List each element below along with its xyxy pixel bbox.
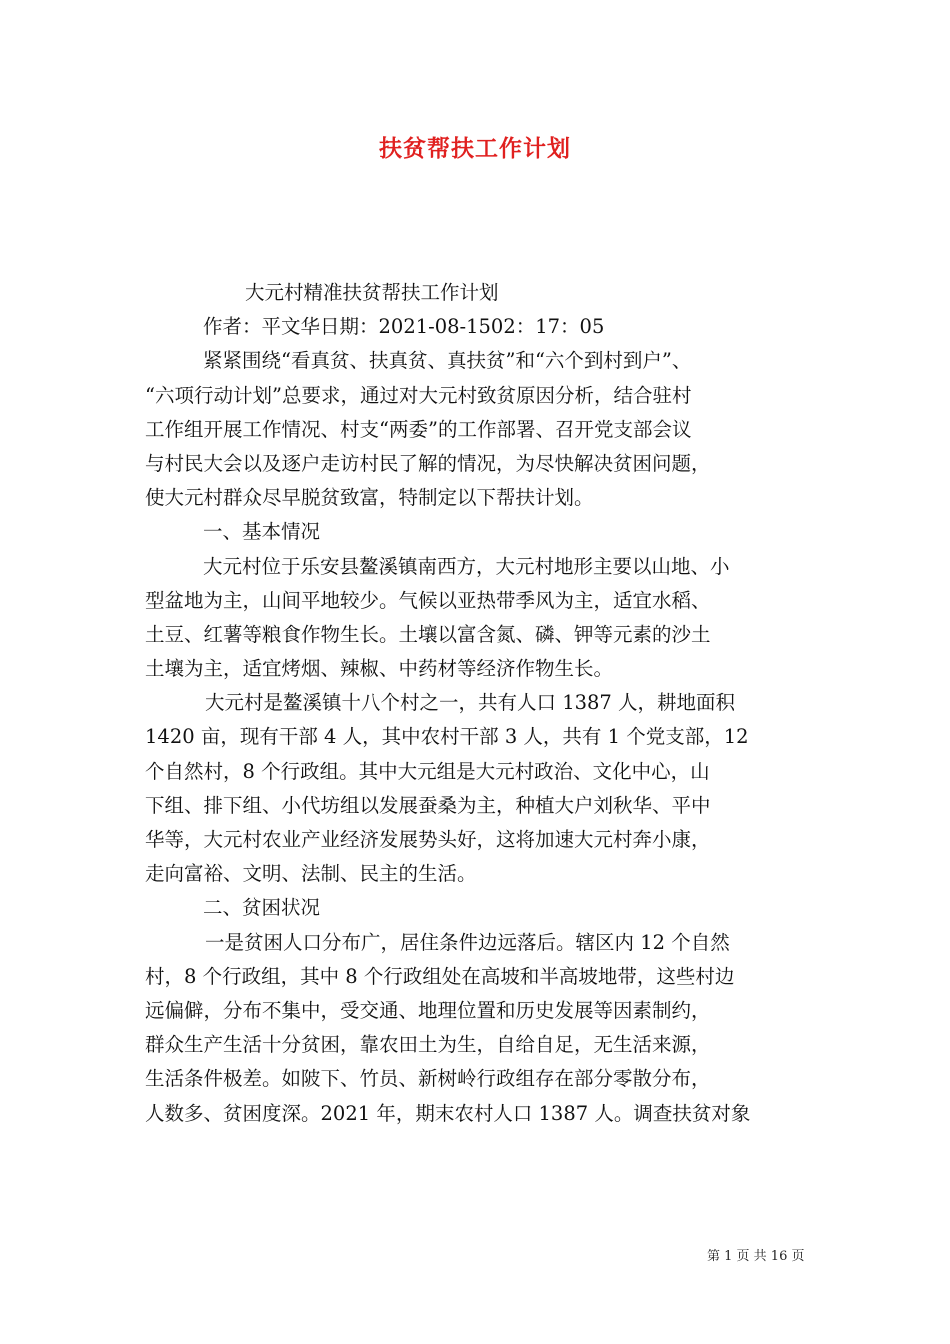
section-heading: 二、贫困状况 xyxy=(203,896,321,920)
paragraph-line: 大元村位于乐安县鳌溪镇南西方，大元村地形主要以山地、小 xyxy=(203,554,730,578)
paragraph-line: 工作组开展工作情况、村支“两委”的工作部署、召开党支部会议 xyxy=(145,417,692,441)
paragraph-line: 远偏僻，分布不集中，受交通、地理位置和历史发展等因素制约， xyxy=(145,998,711,1022)
paragraph-line: “六项行动计划”总要求，通过对大元村致贫原因分析，结合驻村 xyxy=(145,383,692,407)
paragraph-line: 大元村是鳌溪镇十八个村之一，共有人口 1387 人，耕地面积 xyxy=(205,691,736,715)
paragraph-line: 一是贫困人口分布广，居住条件边远落后。辖区内 12 个自然 xyxy=(205,930,730,954)
paragraph-line: 使大元村群众尽早脱贫致富，特制定以下帮扶计划。 xyxy=(145,486,594,510)
paragraph-line: 村，8 个行政组，其中 8 个行政组处在高坡和半高坡地带，这些村边 xyxy=(145,964,735,988)
paragraph-line: 土壤为主，适宜烤烟、辣椒、中药材等经济作物生长。 xyxy=(145,657,614,681)
paragraph-line: 1420 亩，现有干部 4 人，其中农村干部 3 人，共有 1 个党支部，12 xyxy=(145,725,749,749)
subtitle-line: 大元村精准扶贫帮扶工作计划 xyxy=(245,281,499,304)
paragraph-line: 生活条件极差。如陂下、竹员、新树岭行政组存在部分零散分布， xyxy=(145,1067,711,1091)
section-heading: 一、基本情况 xyxy=(203,520,321,544)
page-number: 第 1 页 共 16 页 xyxy=(707,1249,805,1264)
page-title: 扶贫帮扶工作计划 xyxy=(379,136,571,162)
paragraph-line: 紧紧围绕“看真贫、扶真贫、真扶贫”和“六个到村到户”、 xyxy=(203,349,692,373)
paragraph-line: 下组、排下组、小代坊组以发展蚕桑为主，种植大户刘秋华、平中 xyxy=(145,793,711,817)
paragraph-line: 群众生产生活十分贫困，靠农田土为生，自给自足，无生活来源， xyxy=(145,1033,711,1057)
paragraph-line: 土豆、红薯等粮食作物生长。土壤以富含氮、磷、钾等元素的沙土 xyxy=(145,622,711,646)
document-body xyxy=(145,276,810,1131)
paragraph-line: 人数多、贫困度深。2021 年，期末农村人口 1387 人。调查扶贫对象 xyxy=(145,1101,751,1125)
paragraph-line: 个自然村，8 个行政组。其中大元组是大元村政治、文化中心，山 xyxy=(145,759,710,783)
paragraph-line: 型盆地为主，山间平地较少。气候以亚热带季风为主，适宜水稻、 xyxy=(145,588,711,612)
paragraph-line: 与村民大会以及逐户走访村民了解的情况，为尽快解决贫困问题， xyxy=(145,451,711,475)
author-date-line: 作者：平文华日期：2021-08-1502：17：05 xyxy=(203,315,605,339)
paragraph-line: 华等，大元村农业产业经济发展势头好，这将加速大元村奔小康， xyxy=(145,828,711,851)
paragraph-line: 走向富裕、文明、法制、民主的生活。 xyxy=(145,862,477,886)
